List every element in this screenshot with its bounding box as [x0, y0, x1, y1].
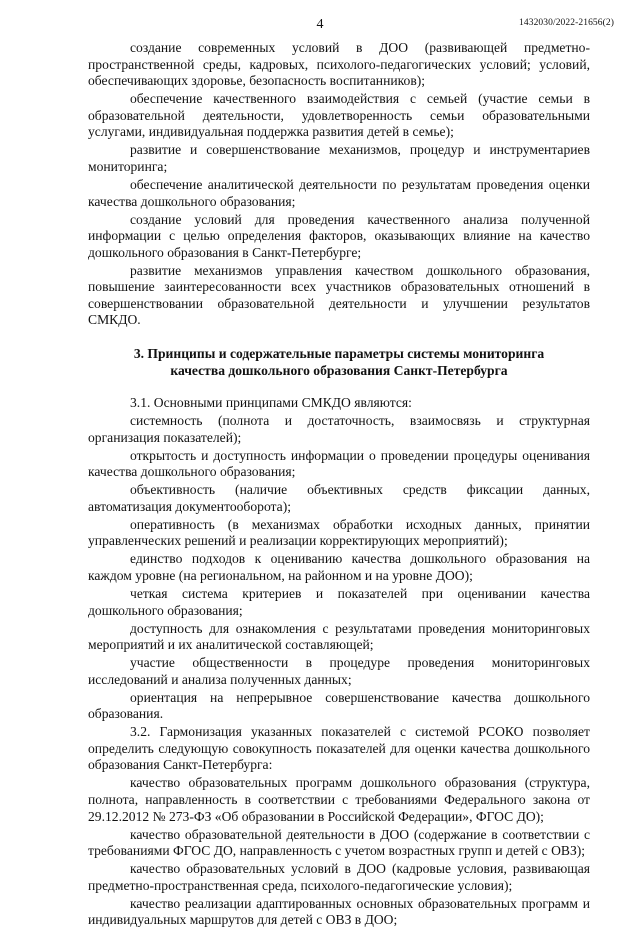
paragraph: создание условий для проведения качественного анализа полученной информации с целью определения факторов, оказывающих влияние на качество дошкольного образования в Санкт-Петербурге; — [88, 211, 590, 260]
paragraph: 3.1. Основными принципами СМКДО являются: — [130, 395, 412, 411]
page-number: 4 — [316, 17, 324, 32]
paragraph: качество образовательных программ дошкольного образования (структура, полнота, направленность в соответствии с требованиями Федерального закона от 29.12.2012 № 273-ФЗ «Об образовании в Российской Федерации», ФГОС ДО); — [88, 775, 590, 824]
document-id: 1432030/2022-21656(2) — [519, 18, 614, 28]
document-body — [88, 40, 590, 930]
paragraph: качество реализации адаптированных основных образовательных программ и индивидуальных маршрутов для детей с ОВЗ в ДОО; — [88, 895, 590, 928]
paragraph: обеспечение качественного взаимодействия с семьей (участие семьи в образовательной деятельности, удовлетворенность семьи образовательными услугами, индивидуальная поддержка развития детей в семье); — [88, 91, 590, 140]
section-heading-line-1: 3. Принципы и содержательные параметры системы мониторинга — [133, 346, 545, 362]
paragraph: оперативность (в механизмах обработки исходных данных, принятии управленческих решений и реализации корректирующих мероприятий); — [88, 516, 590, 549]
paragraph: единство подходов к оцениванию качества дошкольного образования на каждом уровне (на региональном, на районном и на уровне ДОО); — [88, 551, 590, 583]
paragraph: доступность для ознакомления с результатами проведения мониторинговых мероприятий и их аналитической составляющей; — [88, 620, 590, 653]
paragraph: обеспечение аналитической деятельности по результатам проведения оценки качества дошкольного образования; — [88, 176, 590, 209]
paragraph: развитие и совершенствование механизмов, процедур и инструментариев мониторинга; — [88, 142, 590, 174]
paragraph: качество образовательной деятельности в ДОО (содержание в соответствии с требованиями ФГОС ДО, направленность с учетом возрастных групп и детей с ОВЗ); — [88, 826, 590, 859]
section-heading — [88, 345, 590, 379]
paragraph: качество образовательных условий в ДОО (кадровые условия, развивающая предметно-пространственная среда, психолого-педагогические условия); — [88, 861, 590, 893]
paragraph: 3.2. Гармонизация указанных показателей с системой РСОКО позволяет определить следующую совокупность показателей для оценки качества дошкольного образования Санкт-Петербурга: — [88, 724, 590, 773]
paragraph: развитие механизмов управления качеством дошкольного образования, повышение заинтересованности всех участников образовательных отношений в совершенствовании образовательной деятельности и улучшении результатов СМКДО. — [88, 262, 590, 328]
paragraph: объективность (наличие объективных средств фиксации данных, автоматизация документооборота); — [88, 482, 590, 514]
paragraph: системность (полнота и достаточность, взаимосвязь и структурная организация показателей); — [88, 413, 590, 445]
paragraph: четкая система критериев и показателей при оценивании качества дошкольного образования; — [88, 585, 590, 618]
paragraph: участие общественности в процедуре проведения мониторинговых исследований и анализа полученных данных; — [88, 655, 590, 687]
paragraph: создание современных условий в ДОО (развивающей предметно-пространственной среды, кадровых, психолого-педагогических условий; условий, обеспечивающих здоровье, безопасность воспитанников); — [88, 40, 590, 89]
section-heading-line-2: качества дошкольного образования Санкт-Петербурга — [170, 363, 508, 379]
paragraph: открытость и доступность информации о проведении процедуры оценивания качества дошкольного образования; — [88, 447, 590, 480]
paragraph: ориентация на непрерывное совершенствование качества дошкольного образования. — [88, 689, 590, 722]
